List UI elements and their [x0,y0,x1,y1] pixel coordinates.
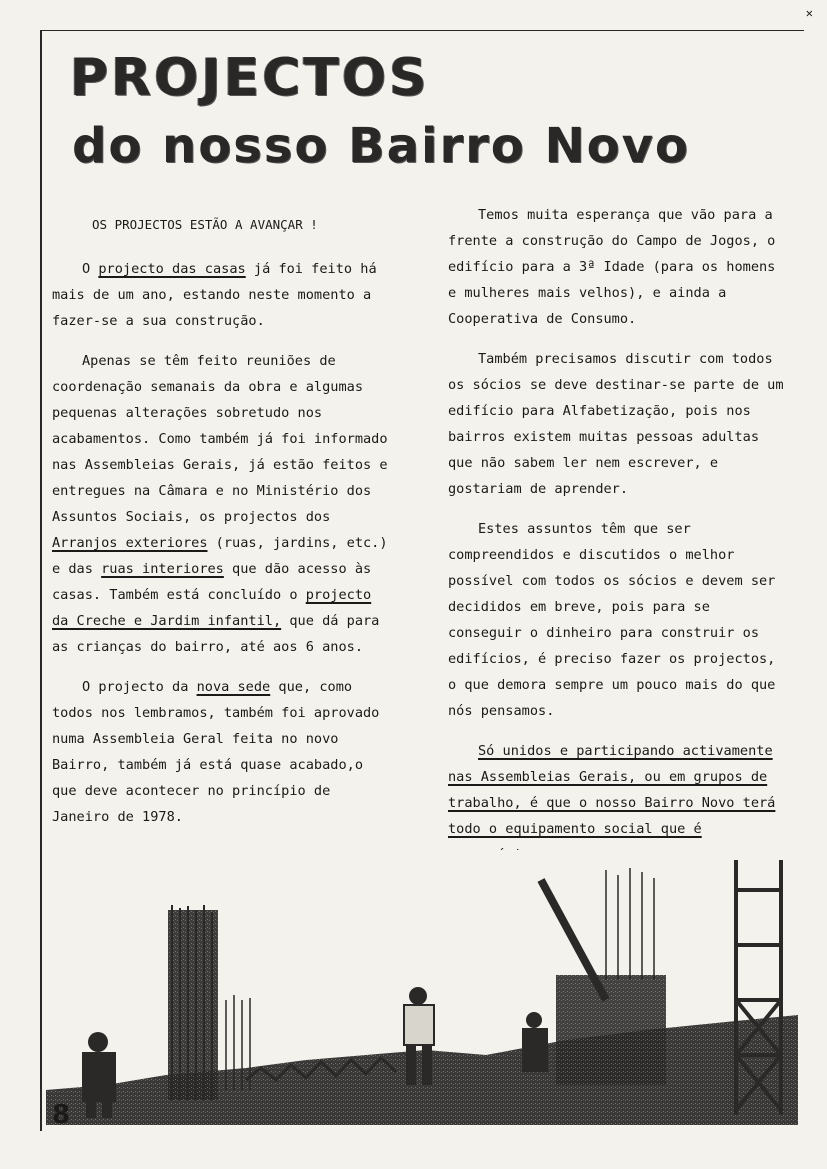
underlined-phrase: ruas interiores [101,561,224,577]
paragraph [448,738,788,868]
underlined-phrase: Arranjos exteriores [52,535,208,551]
underlined-closing: Só unidos e participando activamente nas Assembleias Gerais, ou em grupos de trabalho, é que o nosso Bairro Novo terá todo o equipamento social que é [448,743,776,837]
underlined-phrase: projecto das casas [98,261,246,277]
paragraph: Apenas se têm feito reuniões de coordenação semanais da obra e algumas pequenas alterações sobretudo nos acabamentos. Como também já foi informado nas Assembleias Gerais, já estão feitos e entregues na Câmara e no Ministério dos Assuntos Sociais, os projectos dos Arranjos exteriores (ruas, jardins, etc.) e das ruas interiores que dão acesso às casas. Também está concluído o projecto da Creche e Jardim infantil, que dá para as crianças do bairro, até aos 6 anos. [52,353,388,655]
right-column [448,202,788,882]
paragraph: Temos muita esperança que vão para a frente a construção do Campo de Jogos, o edifício para a 3ª Idade (para os homens e mulheres mais velhos), e ainda a Cooperativa de Consumo. [448,207,776,327]
underlined-phrase: projecto da Creche e Jardim infantil, [52,587,372,629]
paragraph: O projecto da nova sede que, como todos nos lembramos, também foi aprovado numa Assembleia Geral feita no novo Bairro, também já está quase acabado,o que deve acontecer no princípio de Janeiro de 1978. [52,679,380,825]
paragraph: O projecto das casas já foi feito há mais de um ano, estando neste momento a fazer-se a sua construção. [52,261,377,329]
page-title: PROJECTOS [70,48,430,108]
page-number: 8 [52,1100,71,1130]
crop-mark: ✕ [805,6,813,20]
section-heading: OS PROJECTOS ESTÃO A AVANÇAR ! [92,217,318,232]
page-subtitle: do nosso Bairro Novo [72,118,690,174]
paragraph: Também precisamos discutir com todos os sócios se deve destinar-se parte de um edifício para Alfabetização, pois nos bairros existem muitas pessoas adultas que não sabem ler nem escrever, e gostariam de aprender. [448,351,784,497]
left-column [52,212,388,844]
construction-photo [46,850,798,1125]
underlined-phrase: nova sede [196,679,271,695]
paragraph: Estes assuntos têm que ser compreendidos e discutidos o melhor possível com todos os sócios e devem ser decididos em breve, pois para se conseguir o dinheiro para construir os edifícios, é preciso fazer os projectos, o que demora sempre um pouco mais do que nós pensamos. [448,521,776,719]
